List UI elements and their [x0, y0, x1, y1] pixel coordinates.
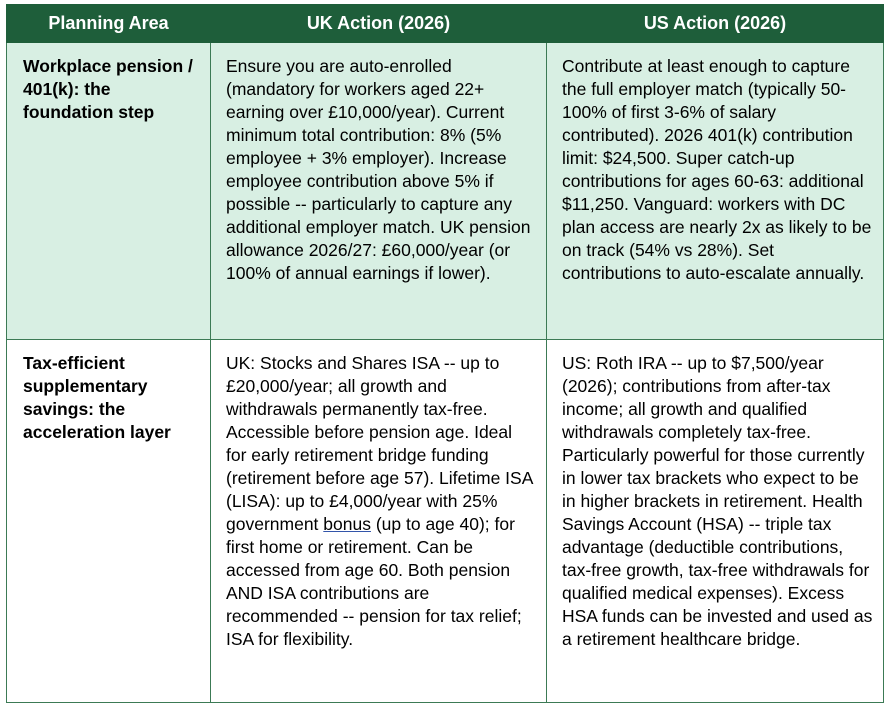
planning-area-cell: Workplace pension / 401(k): the foundation step	[7, 43, 211, 340]
planning-area-cell: Tax-efficient supplementary savings: the acceleration layer	[7, 340, 211, 703]
table-row	[7, 340, 884, 703]
uk-action-text-start: UK: Stocks and Shares ISA -- up to £20,000/year; all growth and withdrawals permanently tax-free. Accessible before pension age. Ideal for early retirement bridge funding (retirement before age 57). Lifetime ISA (LISA): up to £4,000/year with 25% government	[226, 353, 533, 534]
uk-action-text-end: (up to age 40); for first home or retirement. Can be accessed from age 60. Both pension AND ISA contributions are recommended -- pension for tax relief; ISA for flexibility.	[226, 514, 522, 649]
uk-action-cell: Ensure you are auto-enrolled (mandatory for workers aged 22+ earning over £10,000/year). Current minimum total contribution: 8% (5% employee + 3% employer). Increase employee contribution above 5% if possible -- particularly to capture any additional employer match. UK pension allowance 2026/27: £60,000/year (or 100% of annual earnings if lower).	[211, 43, 547, 340]
header-us-action: US Action (2026)	[547, 5, 884, 43]
header-uk-action: UK Action (2026)	[211, 5, 547, 43]
bonus-spellcheck-word: bonus	[323, 514, 371, 534]
us-action-cell: Contribute at least enough to capture the full employer match (typically 50-100% of first 3-6% of salary contributed). 2026 401(k) contribution limit: $24,500. Super catch-up contributions for ages 60-63: additional $11,250. Vanguard: workers with DC plan access are nearly 2x as likely to be on track (54% vs 28%). Set contributions to auto-escalate annually.	[547, 43, 884, 340]
uk-action-cell	[211, 340, 547, 703]
table-row	[7, 43, 884, 340]
retirement-planning-table	[6, 4, 884, 703]
us-action-cell: US: Roth IRA -- up to $7,500/year (2026); contributions from after-tax income; all growth and qualified withdrawals completely tax-free. Particularly powerful for those currently in lower tax brackets who expect to be in higher brackets in retirement. Health Savings Account (HSA) -- triple tax advantage (deductible contributions, tax-free growth, tax-free withdrawals for qualified medical expenses). Excess HSA funds can be invested and used as a retirement healthcare bridge.	[547, 340, 884, 703]
header-planning-area: Planning Area	[7, 5, 211, 43]
table-header-row	[7, 5, 884, 43]
